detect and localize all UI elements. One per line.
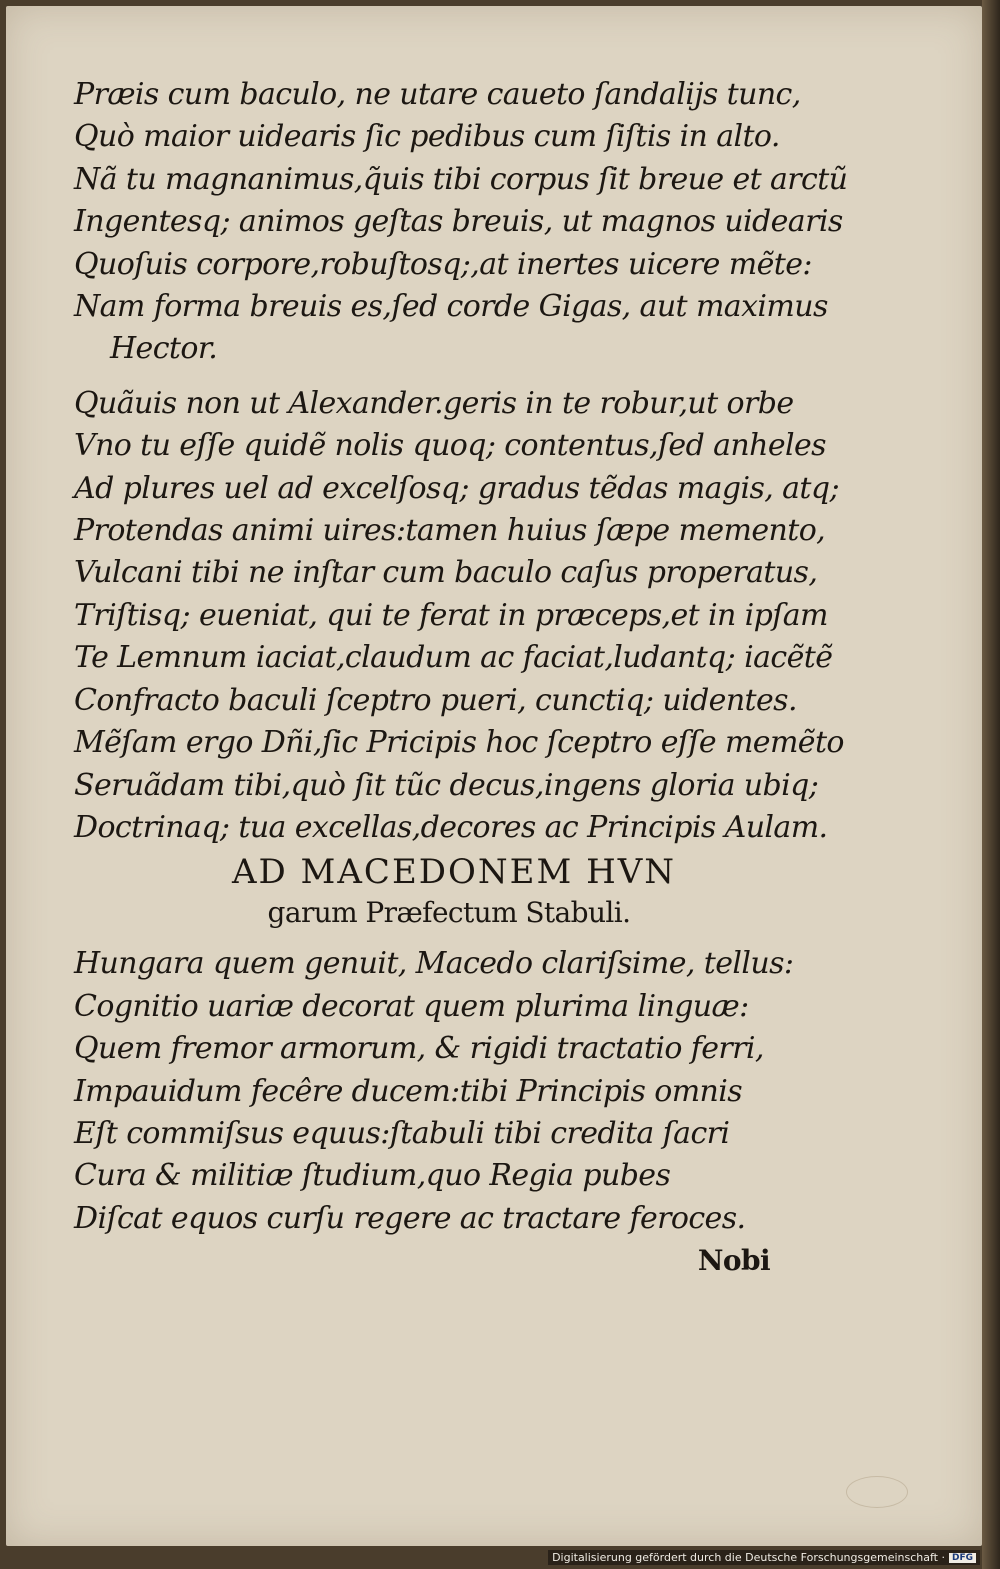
poem-line: Quoſuis corpore,robuſtosq;,at inertes uicere mẽte:	[74, 246, 812, 282]
poem-line: Impauidum fecêre ducem:tibi Principis omnis	[74, 1073, 743, 1109]
poem-line: Præis cum baculo, ne utare caueto ſandalijs tunc,	[74, 77, 801, 112]
poem-line: Triſtisq; eueniat, qui te ferat in præceps,et in ipſam	[74, 597, 828, 633]
poem-text-block	[74, 74, 848, 1283]
poem-line: Seruãdam tibi,quò ſit tũc decus,ingens gloria ubiq;	[74, 767, 819, 803]
poem-line: Nã tu magnanimus,q̃uis tibi corpus ſit breue et arctũ	[74, 161, 848, 197]
poem-line: Doctrinaq; tua excellas,decores ac Principis Aulam.	[74, 809, 828, 845]
poem-line: Te Lemnum iaciat,claudum ac faciat,ludantq; iacẽtẽ	[74, 640, 833, 676]
paper-stain	[846, 1476, 908, 1508]
dfg-logo-icon: DFG	[949, 1553, 976, 1563]
poem-line: Nam forma breuis es,ſed corde Gigas, aut maximus	[74, 289, 828, 325]
poem-line: Quãuis non ut Alexander.geris in te robur,ut orbe	[74, 385, 794, 421]
poem-line: Protendas animi uires:tamen huius ſæpe memento,	[74, 513, 826, 549]
poem-line: Vno tu eſſe quidẽ nolis quoq; contentus,ſed anheles	[74, 428, 826, 464]
section-subheading: garum Præfectum Stabuli.	[267, 896, 631, 930]
section-heading: AD MACEDONEM HVN	[231, 852, 677, 893]
book-page	[6, 6, 982, 1546]
poem-line: Eſt commiſsus equus:ſtabuli tibi credita ſacri	[74, 1115, 730, 1151]
poem-line: Cura & militiæ ſtudium,quo Regia pubes	[74, 1158, 671, 1194]
poem-line: Diſcat equos curſu regere ac tractare feroces.	[74, 1200, 746, 1236]
poem-line: Quem fremor armorum, & rigidi tractatio ferri,	[74, 1031, 764, 1067]
credit-text: Digitalisierung gefördert durch die Deutsche Forschungsgemeinschaft ·	[552, 1551, 945, 1564]
catchword: Nobi	[697, 1244, 770, 1278]
poem-line: Vulcani tibi ne inſtar cum baculo caſus properatus,	[74, 555, 818, 591]
poem-line: Ingentesq; animos geſtas breuis, ut magnos uidearis	[74, 204, 843, 240]
poem-line: Cognitio uariæ decorat quem plurima linguæ:	[74, 988, 749, 1024]
book-edge	[982, 0, 1000, 1569]
poem-line: Ad plures uel ad excelſosq; gradus tẽdas magis, atq;	[74, 470, 839, 506]
digitization-credit	[548, 1550, 980, 1565]
poem-line: Hungara quem genuit, Macedo clariſsime, tellus:	[74, 946, 794, 982]
poem-line: Quò maior uidearis ſic pedibus cum ſiſtis in alto.	[74, 119, 780, 155]
poem-line: Confracto baculi ſceptro pueri, cunctiq; uidentes.	[74, 682, 797, 718]
poem-line-continuation: Hector.	[110, 331, 218, 367]
poem-line: Mẽſam ergo Dñi,ſic Pricipis hoc ſceptro eſſe memẽto	[74, 725, 844, 761]
